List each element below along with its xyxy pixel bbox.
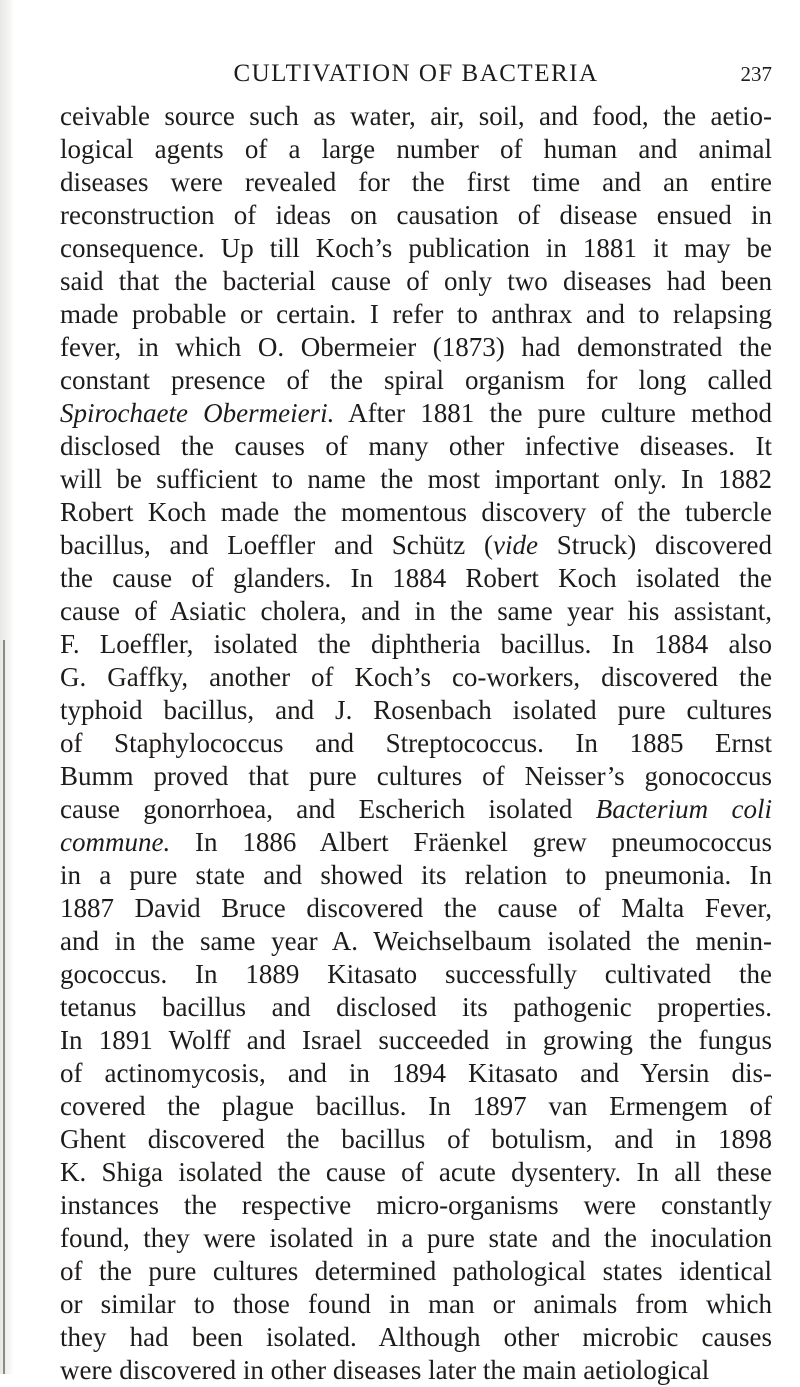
text-span: of the pure cultures determined pathological states identical	[60, 1256, 772, 1286]
text-span: typhoid bacillus, and J. Rosenbach isolated pure cultures	[60, 695, 772, 725]
text-span: Ghent discovered the bacillus of botulism, and in 1898	[60, 1124, 772, 1154]
text-span: disclosed the causes of many other infective diseases. It	[60, 431, 772, 461]
text-line	[60, 991, 772, 1024]
text-span: 1887 David Bruce discovered the cause of Malta Fever,	[60, 893, 772, 923]
text-span: tetanus bacillus and disclosed its pathogenic properties.	[60, 992, 772, 1022]
running-head	[60, 58, 772, 94]
text-line	[60, 826, 772, 859]
text-line	[60, 628, 772, 661]
text-line	[60, 496, 772, 529]
text-span: In 1891 Wolff and Israel succeeded in growing the fungus	[60, 1025, 772, 1055]
text-line	[60, 265, 772, 298]
text-span: of actinomycosis, and in 1894 Kitasato and Yersin dis-	[60, 1058, 772, 1088]
text-line	[60, 331, 772, 364]
text-span: cause of Asiatic cholera, and in the same year his assistant,	[60, 596, 772, 626]
text-line	[60, 199, 772, 232]
text-span: Struck) discovered	[538, 530, 773, 560]
text-span: bacillus, and Loeffler and Schütz (	[60, 530, 494, 560]
text-span: logical agents of a large number of human and animal	[60, 134, 772, 164]
text-span: were discovered in other diseases later the main aetiological	[60, 1355, 710, 1385]
text-span: In 1886 Albert Fräenkel grew pneumococcus	[170, 827, 772, 857]
text-line	[60, 958, 772, 991]
text-line	[60, 892, 772, 925]
text-line	[60, 1288, 772, 1321]
text-span: in a pure state and showed its relation to pneumonia. In	[60, 860, 772, 890]
text-span: made probable or certain. I refer to anthrax and to relapsing	[60, 299, 772, 329]
text-span: or similar to those found in man or animals from which	[60, 1289, 772, 1319]
text-line	[60, 1255, 772, 1288]
italic-text: Spirochaete Obermeieri.	[60, 398, 335, 428]
text-line	[60, 100, 772, 133]
italic-text: Bacterium coli	[595, 794, 772, 824]
text-span: After 1881 the pure culture method	[334, 398, 772, 428]
text-span: cause gonorrhoea, and Escherich isolated	[60, 794, 596, 824]
text-line	[60, 298, 772, 331]
text-line	[60, 397, 772, 430]
text-line	[60, 364, 772, 397]
page-title: CULTIVATION OF BACTERIA	[233, 60, 599, 87]
binding-edge-line	[3, 640, 5, 1374]
text-span: covered the plague bacillus. In 1897 van Ermengem of	[60, 1091, 772, 1121]
body-text	[60, 100, 772, 1387]
text-line	[60, 859, 772, 892]
text-line	[60, 1090, 772, 1123]
text-span: gococcus. In 1889 Kitasato successfully cultivated the	[60, 959, 772, 989]
text-line	[60, 661, 772, 694]
text-span: Robert Koch made the momentous discovery of the tubercle	[60, 497, 772, 527]
text-span: the cause of glanders. In 1884 Robert Koch isolated the	[60, 563, 772, 593]
text-line	[60, 793, 772, 826]
text-line	[60, 1222, 772, 1255]
text-line	[60, 694, 772, 727]
text-line	[60, 760, 772, 793]
text-span: K. Shiga isolated the cause of acute dysentery. In all these	[60, 1157, 772, 1187]
text-line	[60, 1321, 772, 1354]
text-line	[60, 133, 772, 166]
text-line	[60, 232, 772, 265]
text-span: constant presence of the spiral organism for long called	[60, 365, 772, 395]
italic-text: commune.	[60, 827, 171, 857]
text-span: consequence. Up till Koch’s publication in 1881 it may be	[60, 233, 772, 263]
text-span: instances the respective micro-organisms were constantly	[60, 1190, 772, 1220]
italic-text: vide	[493, 530, 539, 560]
text-span: diseases were revealed for the first time and an entire	[60, 167, 772, 197]
text-span: ceivable source such as water, air, soil, and food, the aetio-	[60, 101, 772, 131]
text-span: they had been isolated. Although other microbic causes	[60, 1322, 772, 1352]
text-span: will be sufficient to name the most important only. In 1882	[60, 464, 772, 494]
text-span: Bumm proved that pure cultures of Neisser’s gonococcus	[60, 761, 772, 791]
text-line	[60, 1189, 772, 1222]
text-line	[60, 1024, 772, 1057]
text-span: F. Loeffler, isolated the diphtheria bacillus. In 1884 also	[60, 629, 772, 659]
text-line	[60, 1057, 772, 1090]
text-line	[60, 430, 772, 463]
text-line	[60, 1354, 772, 1387]
text-line	[60, 1156, 772, 1189]
text-span: of Staphylococcus and Streptococcus. In 1885 Ernst	[60, 728, 772, 758]
text-line	[60, 166, 772, 199]
page-number: 237	[740, 62, 772, 86]
text-span: reconstruction of ideas on causation of disease ensued in	[60, 200, 772, 230]
text-span: fever, in which O. Obermeier (1873) had demonstrated the	[60, 332, 772, 362]
text-line	[60, 562, 772, 595]
text-span: and in the same year A. Weichselbaum isolated the menin-	[60, 926, 772, 956]
text-line	[60, 925, 772, 958]
text-span: found, they were isolated in a pure state and the inoculation	[60, 1223, 772, 1253]
text-line	[60, 595, 772, 628]
text-line	[60, 1123, 772, 1156]
text-line	[60, 529, 772, 562]
text-span: G. Gaffky, another of Koch’s co-workers, discovered the	[60, 662, 772, 692]
text-line	[60, 463, 772, 496]
text-line	[60, 727, 772, 760]
text-span: said that the bacterial cause of only two diseases had been	[60, 266, 772, 296]
